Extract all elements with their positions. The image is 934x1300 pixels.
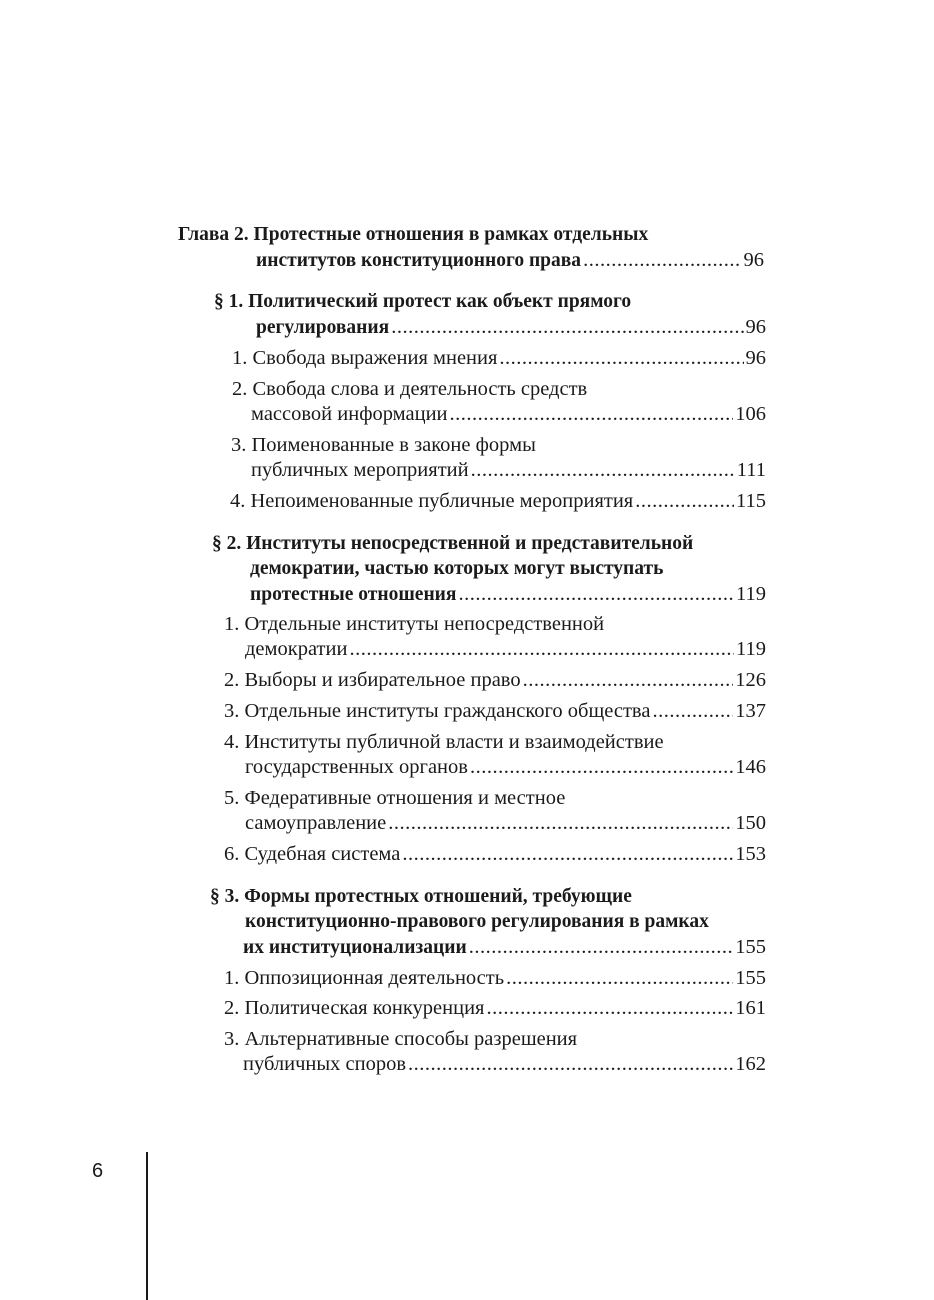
toc-entry <box>245 754 766 780</box>
page-ref: 126 <box>735 669 766 691</box>
toc-entry <box>243 1051 766 1077</box>
entry-title-line2: публичных мероприятий <box>251 459 469 481</box>
leader-dots <box>470 754 733 780</box>
entry-title-line1: 1. Отдельные институты непосредственной <box>224 613 605 635</box>
entry-title-line1: 2. Свобода слова и деятельность средств <box>232 378 588 400</box>
toc-entry <box>224 841 766 867</box>
leader-dots <box>652 698 733 724</box>
leader-dots <box>471 457 735 483</box>
leader-dots <box>349 636 734 662</box>
entry-title-line1: 4. Институты публичной власти и взаимодействие <box>224 731 664 753</box>
page-ref: 96 <box>743 249 764 271</box>
toc-entry <box>251 457 766 483</box>
leader-dots <box>469 934 734 960</box>
page-ref: 96 <box>745 316 766 338</box>
leader-dots <box>506 965 733 991</box>
chapter-title-line2: институтов конституционного права <box>256 250 582 271</box>
toc-entry <box>245 810 766 836</box>
entry-title: 4. Непоименованные публичные мероприятия <box>230 490 634 512</box>
toc-entry <box>224 667 766 693</box>
page-ref: 111 <box>736 459 766 481</box>
toc-entry <box>251 401 766 427</box>
toc-entry <box>224 965 766 991</box>
section-title-line1: § 3. Формы протестных отношений, требующие <box>210 886 632 907</box>
page-ref: 155 <box>735 936 766 958</box>
leader-dots <box>635 488 734 514</box>
section-title-line2: конституционно-правового регулирования в рамках <box>245 911 709 932</box>
section-title-line1: § 2. Институты непосредственной и представительной <box>212 533 694 554</box>
leader-dots <box>523 667 734 693</box>
entry-title-line1: 3. Поименованные в законе формы <box>231 434 536 456</box>
leader-dots <box>402 841 733 867</box>
section-entry <box>256 314 766 341</box>
leader-dots <box>408 1051 733 1077</box>
leader-dots <box>499 345 743 371</box>
entry-title-line2: массовой информации <box>251 403 448 425</box>
leader-dots <box>450 401 734 427</box>
toc-entry <box>245 636 766 662</box>
section-entry <box>243 934 766 961</box>
section-title-line2: демократии, частью которых могут выступать <box>250 558 664 579</box>
entry-title-line2: самоуправление <box>245 812 387 834</box>
toc-entry <box>230 488 766 514</box>
leader-dots <box>458 581 734 607</box>
entry-title: 2. Выборы и избирательное право <box>224 669 521 691</box>
page-ref: 155 <box>735 967 766 989</box>
section-title-line3: их институционализации <box>243 937 467 958</box>
page-ref: 119 <box>736 638 766 660</box>
entry-title-line2: публичных споров <box>243 1053 406 1075</box>
entry-title: 3. Отдельные институты гражданского общества <box>224 700 651 722</box>
page-ref: 96 <box>745 347 766 369</box>
toc-entry <box>224 698 766 724</box>
page-ref: 119 <box>736 583 766 605</box>
entry-title: 2. Политическая конкуренция <box>224 997 485 1019</box>
page-ref: 106 <box>735 403 766 425</box>
section-title-line1: § 1. Политический протест как объект прямого <box>214 291 632 312</box>
page-ref: 115 <box>736 490 766 512</box>
leader-dots <box>388 810 733 836</box>
chapter-entry <box>256 247 764 274</box>
page-ref: 137 <box>735 700 766 722</box>
entry-title-line1: 3. Альтернативные способы разрешения <box>224 1028 578 1050</box>
section-title-line2: регулирования <box>256 317 390 338</box>
toc-entry <box>232 345 766 371</box>
entry-title: 1. Свобода выражения мнения <box>232 347 498 369</box>
leader-dots <box>486 995 733 1021</box>
entry-title: 1. Оппозиционная деятельность <box>224 967 505 989</box>
chapter-title-line1: Глава 2. Протестные отношения в рамках отдельных <box>178 224 649 245</box>
section-title-line3: протестные отношения <box>250 584 457 605</box>
page-ref: 146 <box>735 756 766 778</box>
page-ref: 150 <box>735 812 766 834</box>
leader-dots <box>391 314 743 340</box>
toc-entry <box>224 995 766 1021</box>
margin-rule <box>146 1152 148 1300</box>
page-ref: 161 <box>735 997 766 1019</box>
page-ref: 153 <box>735 843 766 865</box>
entry-title-line1: 5. Федеративные отношения и местное <box>224 787 566 809</box>
entry-title-line2: демократии <box>245 638 348 660</box>
section-entry <box>250 581 766 608</box>
leader-dots <box>583 247 741 273</box>
page-ref: 162 <box>735 1053 766 1075</box>
entry-title: 6. Судебная система <box>224 843 401 865</box>
page-number: 6 <box>92 1160 104 1182</box>
entry-title-line2: государственных органов <box>245 756 468 778</box>
